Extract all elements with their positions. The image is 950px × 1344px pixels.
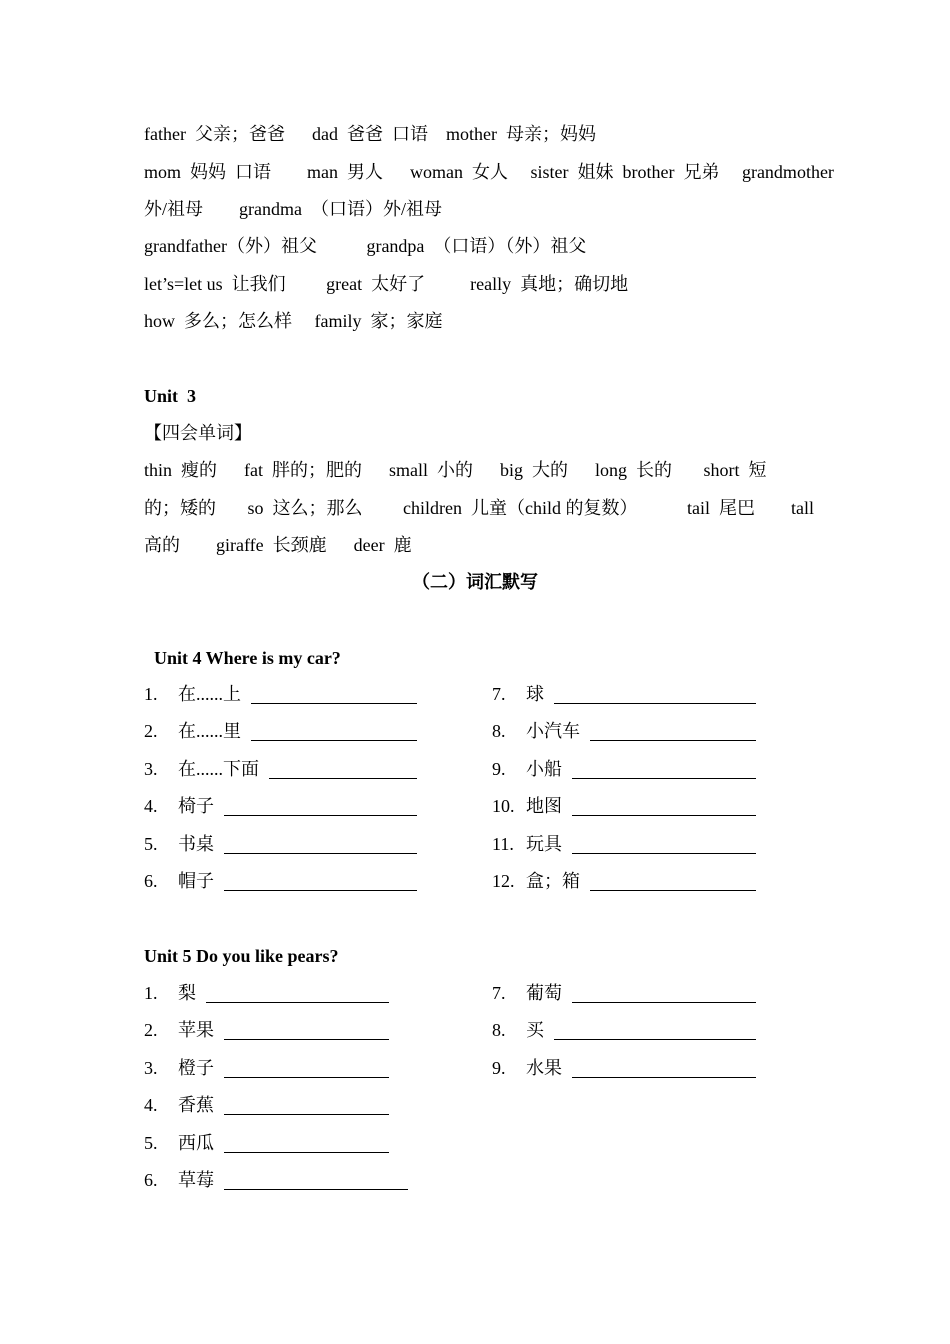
item-word: 帽子 — [178, 871, 214, 891]
item-word: 香蕉 — [178, 1095, 214, 1116]
dictation-item — [144, 1056, 389, 1080]
item-word: 小汽车 — [526, 721, 580, 742]
item-word: 在......里 — [178, 721, 241, 742]
answer-blank[interactable] — [572, 835, 756, 854]
dictation-item — [492, 682, 756, 706]
dictation-item — [144, 869, 417, 893]
item-word: 盒；箱 — [526, 871, 580, 891]
item-word: 苹果 — [178, 1020, 214, 1041]
item-number: 7. — [492, 684, 506, 704]
item-number: 7. — [492, 983, 506, 1003]
dictation-item — [144, 757, 417, 781]
item-number: 1. — [144, 983, 158, 1003]
answer-blank[interactable] — [224, 1021, 389, 1040]
dictation-item — [492, 794, 756, 818]
dictation-item — [492, 832, 756, 856]
dictation-item — [492, 757, 756, 781]
dictation-item — [144, 981, 389, 1005]
item-word: 球 — [526, 684, 544, 704]
vocab-line: grandfather（外）祖父 grandpa （口语）（外）祖父 — [144, 236, 587, 256]
answer-blank[interactable] — [224, 1134, 389, 1153]
answer-blank[interactable] — [572, 1059, 756, 1078]
answer-blank[interactable] — [251, 685, 417, 704]
item-number: 4. — [144, 796, 158, 817]
item-number: 6. — [144, 1170, 158, 1190]
item-word: 梨 — [178, 983, 196, 1003]
item-number: 2. — [144, 1020, 158, 1041]
item-number: 3. — [144, 1057, 158, 1078]
answer-blank[interactable] — [572, 797, 756, 816]
item-word: 玩具 — [526, 833, 562, 854]
dictation-item — [492, 1018, 756, 1042]
answer-blank[interactable] — [572, 984, 756, 1003]
dictation-item — [144, 794, 417, 818]
item-number: 4. — [144, 1095, 158, 1116]
dictation-item — [144, 1018, 389, 1042]
item-word: 买 — [526, 1020, 544, 1041]
item-number: 9. — [492, 758, 506, 779]
answer-blank[interactable] — [590, 872, 756, 891]
vocab-line: 外/祖母 grandma （口语）外/祖母 — [144, 199, 442, 219]
dictation-item — [492, 1056, 756, 1080]
answer-blank[interactable] — [269, 760, 417, 779]
item-number: 9. — [492, 1057, 506, 1078]
unit3-vocab-line: thin 瘦的 fat 胖的；肥的 small 小的 big 大的 long 长的 short 短 — [144, 460, 767, 480]
unit3-vocab-line: 的；矮的 so 这么；那么 children 儿童（child 的复数） tail 尾巴 tall — [144, 498, 814, 518]
item-number: 5. — [144, 833, 158, 854]
answer-blank[interactable] — [224, 1059, 389, 1078]
answer-blank[interactable] — [572, 760, 756, 779]
unit3-label: 【四会单词】 — [144, 423, 252, 443]
dictation-item — [144, 719, 417, 743]
dictation-item — [144, 682, 417, 706]
vocab-line: father 父亲；爸爸 dad 爸爸 口语 mother 母亲；妈妈 — [144, 124, 596, 144]
answer-blank[interactable] — [590, 722, 756, 741]
answer-blank[interactable] — [554, 1021, 756, 1040]
answer-blank[interactable] — [224, 835, 417, 854]
answer-blank[interactable] — [224, 1171, 408, 1190]
unit4-title: Unit 4 Where is my car? — [154, 648, 341, 668]
dictation-item — [144, 1168, 408, 1192]
answer-blank[interactable] — [224, 797, 417, 816]
unit3-title: Unit 3 — [144, 386, 197, 406]
item-number: 11. — [492, 833, 514, 854]
item-number: 8. — [492, 1020, 506, 1041]
unit3-vocab-line: 高的 giraffe 长颈鹿 deer 鹿 — [144, 535, 412, 555]
answer-blank[interactable] — [554, 685, 756, 704]
item-word: 西瓜 — [178, 1132, 214, 1153]
item-word: 地图 — [526, 796, 562, 817]
dictation-item — [492, 719, 756, 743]
item-word: 水果 — [526, 1057, 562, 1078]
item-number: 2. — [144, 721, 158, 742]
answer-blank[interactable] — [224, 872, 417, 891]
item-number: 6. — [144, 871, 158, 891]
item-word: 在......上 — [178, 684, 241, 704]
item-word: 在......下面 — [178, 758, 259, 779]
dictation-item — [144, 832, 417, 856]
dictation-item — [144, 1131, 389, 1155]
section-title: （二）词汇默写 — [412, 572, 538, 592]
dictation-item — [492, 981, 756, 1005]
item-word: 草莓 — [178, 1170, 214, 1190]
item-number: 8. — [492, 721, 506, 742]
item-word: 橙子 — [178, 1057, 214, 1078]
answer-blank[interactable] — [251, 722, 417, 741]
item-word: 小船 — [526, 758, 562, 779]
unit5-title: Unit 5 Do you like pears? — [144, 946, 339, 966]
answer-blank[interactable] — [206, 984, 389, 1003]
item-number: 5. — [144, 1132, 158, 1153]
item-number: 10. — [492, 796, 515, 817]
vocab-line: mom 妈妈 口语 man 男人 woman 女人 sister 姐妹 brother 兄弟 grandmother — [144, 162, 834, 182]
vocab-line: let’s=let us 让我们 great 太好了 really 真地；确切地 — [144, 274, 629, 294]
dictation-item — [492, 869, 756, 893]
item-number: 12. — [492, 871, 515, 891]
dictation-item — [144, 1093, 389, 1117]
item-word: 椅子 — [178, 796, 214, 817]
item-word: 葡萄 — [526, 983, 562, 1003]
answer-blank[interactable] — [224, 1096, 389, 1115]
item-number: 3. — [144, 758, 158, 779]
item-number: 1. — [144, 684, 158, 704]
vocab-line: how 多么；怎么样 family 家；家庭 — [144, 311, 443, 331]
item-word: 书桌 — [178, 833, 214, 854]
